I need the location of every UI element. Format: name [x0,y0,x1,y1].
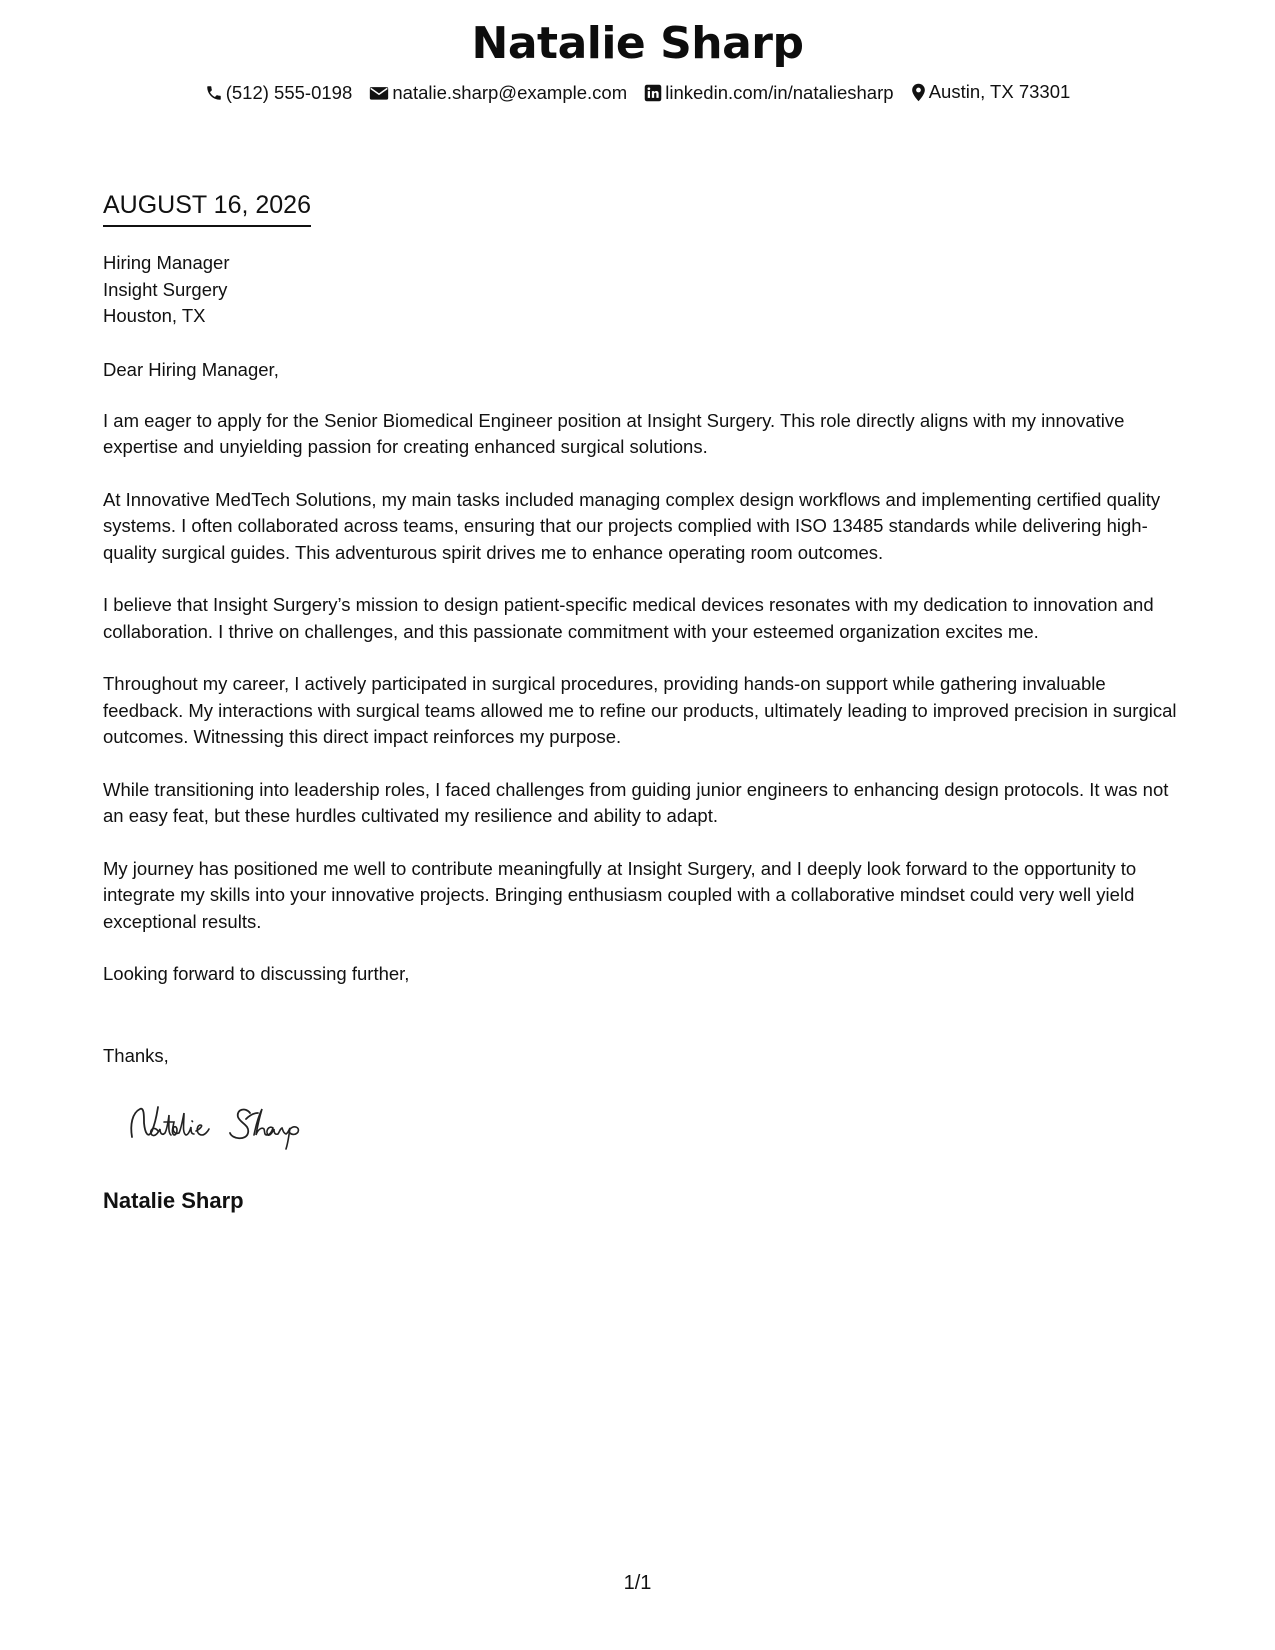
body-paragraph-5: While transitioning into leadership roles, I faced challenges from guiding junior engineers to enhancing design protocols. It was not an easy feat, but these hurdles cultivated my resilience and ability to adapt. [103,778,1169,826]
contact-location [911,79,1071,105]
recipient-company: Insight Surgery [103,278,228,300]
page-indicator: 1/1 [623,1572,652,1594]
closing-line: Looking forward to discussing further, [103,963,410,984]
recipient-block [103,250,229,330]
body-paragraph-3: I believe that Insight Surgery’s mission to design patient-specific medical devices resonates with my dedication to innovation and collaboration. I thrive on challenges, and this passionate commitment with your esteemed organization excites me. [103,594,1154,642]
recipient-location: Houston, TX [103,305,206,326]
recipient-title: Hiring Manager [103,252,230,273]
contact-linkedin[interactable] [644,80,893,106]
linkedin-text: linkedin.com/in/nataliesharp [665,81,894,103]
salutation: Dear Hiring Manager, [103,359,279,380]
body-paragraph-6: My journey has positioned me well to contribute meaningfully at Insight Surgery, and I deeply look forward to the opportunity to integrate my skills into your innovative projects. Bringing enthusiasm coupled with a collaborative mindset could very well yield exceptional results. [103,857,1137,932]
contact-phone[interactable] [205,80,353,106]
applicant-name: Natalie Sharp [471,18,804,69]
signer-name: Natalie Sharp [103,1188,244,1213]
envelope-icon [369,84,389,102]
body-paragraph-1: I am eager to apply for the Senior Biomedical Engineer position at Insight Surgery. This role directly aligns with my innovative expertise and unyielding passion for creating enhanced surgical solutions. [103,409,1125,457]
body-paragraph-2: At Innovative MedTech Solutions, my main tasks included managing complex design workflows and implementing certified quality systems. I often collaborated across teams, ensuring that our projects complied with ISO 13485 standards while delivering high-quality surgical guides. This adventurous spirit drives me to enhance operating room outcomes. [103,488,1161,563]
map-pin-icon [911,83,926,102]
contact-bar [0,79,1275,109]
handwritten-signature [118,1095,348,1153]
phone-icon [205,84,223,102]
contact-email[interactable] [369,80,627,106]
location-text: Austin, TX 73301 [928,81,1071,102]
letter-date: AUGUST 16, 2026 [103,188,311,227]
phone-text: (512) 555-0198 [225,81,353,103]
letter-body [103,357,1178,1014]
linkedin-icon [644,84,662,102]
body-paragraph-4: Throughout my career, I actively participated in surgical procedures, providing hands-on support while gathering invaluable feedback. My interactions with surgical teams allowed me to refine our products, ultimately leading to improved precision in surgical outcomes. Witnessing this direct impact reinforces my purpose. [103,673,1177,747]
email-text: natalie.sharp@example.com [392,81,628,103]
sign-off: Thanks, [103,1045,169,1066]
